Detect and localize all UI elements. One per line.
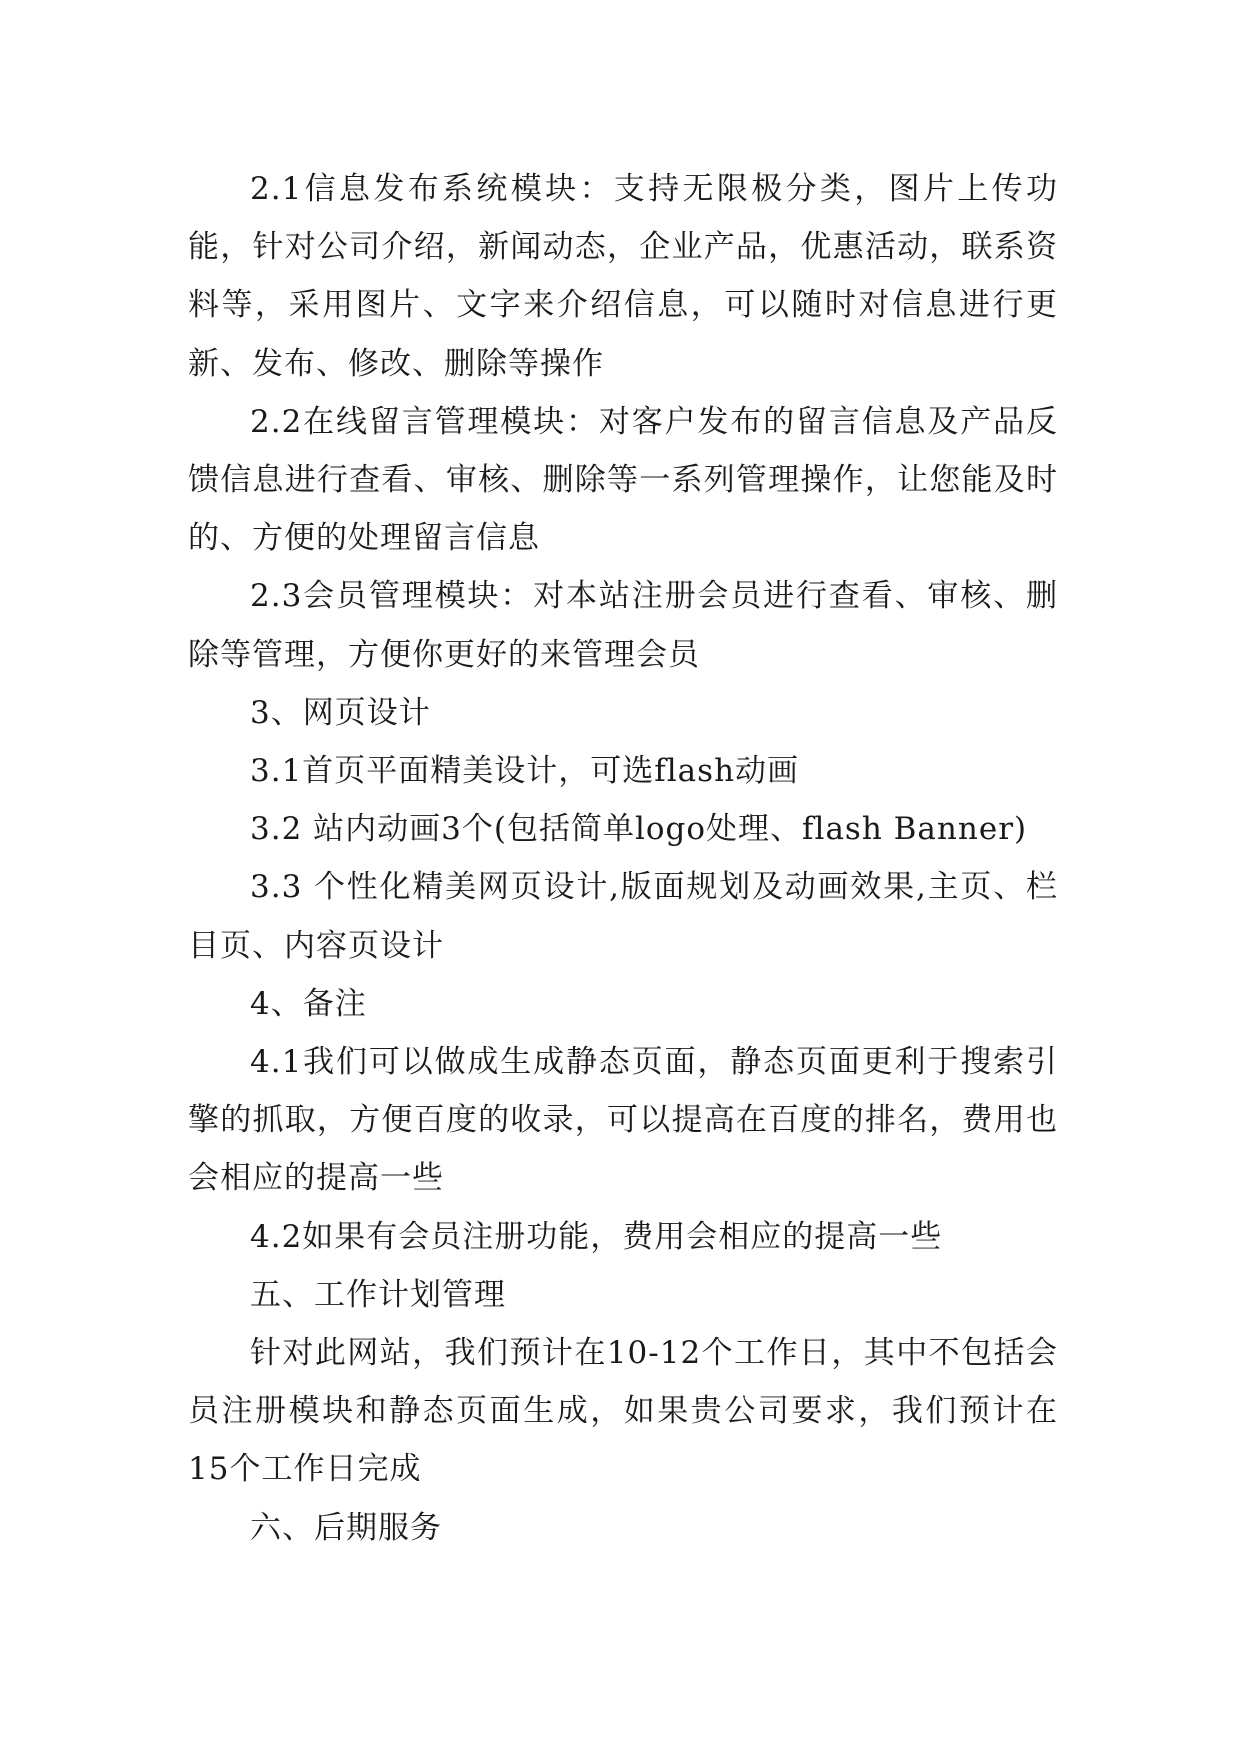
paragraph-work-plan-schedule: 针对此网站，我们预计在10-12个工作日，其中不包括会员注册模块和静态页面生成，如果贵公司要求，我们预计在15个工作日完成 (188, 1335, 1058, 1488)
paragraph-4-2-member-registration: 4.2如果有会员注册功能，费用会相应的提高一些 (250, 1218, 943, 1255)
paragraph-2-1-info-publishing: 2.1信息发布系统模块：支持无限极分类，图片上传功能，针对公司介绍，新闻动态，企业产品，优惠活动，联系资料等，采用图片、文字来介绍信息，可以随时对信息进行更新、发布、修改、删除等操作 (188, 171, 1058, 382)
paragraph-3-1-homepage-design: 3.1首页平面精美设计，可选flash动画 (250, 753, 800, 790)
heading-4-notes: 4、备注 (250, 985, 367, 1022)
heading-3-web-design: 3、网页设计 (250, 694, 431, 731)
paragraph-4-1-static-pages: 4.1我们可以做成生成静态页面，静态页面更利于搜索引擎的抓取，方便百度的收录，可以提高在百度的排名，费用也会相应的提高一些 (188, 1044, 1058, 1197)
paragraph-3-3-page-design: 3.3 个性化精美网页设计,版面规划及动画效果,主页、栏目页、内容页设计 (188, 869, 1058, 964)
paragraph-2-2-message-management: 2.2在线留言管理模块：对客户发布的留言信息及产品反馈信息进行查看、审核、删除等一系列管理操作，让您能及时的、方便的处理留言信息 (188, 403, 1058, 557)
heading-5-work-plan: 五、工作计划管理 (250, 1276, 506, 1313)
heading-6-after-service: 六、后期服务 (250, 1509, 442, 1546)
document-body (188, 160, 1058, 1557)
paragraph-2-3-member-management: 2.3会员管理模块：对本站注册会员进行查看、审核、删除等管理，方便你更好的来管理会员 (188, 578, 1058, 673)
paragraph-3-2-animations: 3.2 站内动画3个(包括简单logo处理、flash Banner) (250, 811, 1028, 848)
